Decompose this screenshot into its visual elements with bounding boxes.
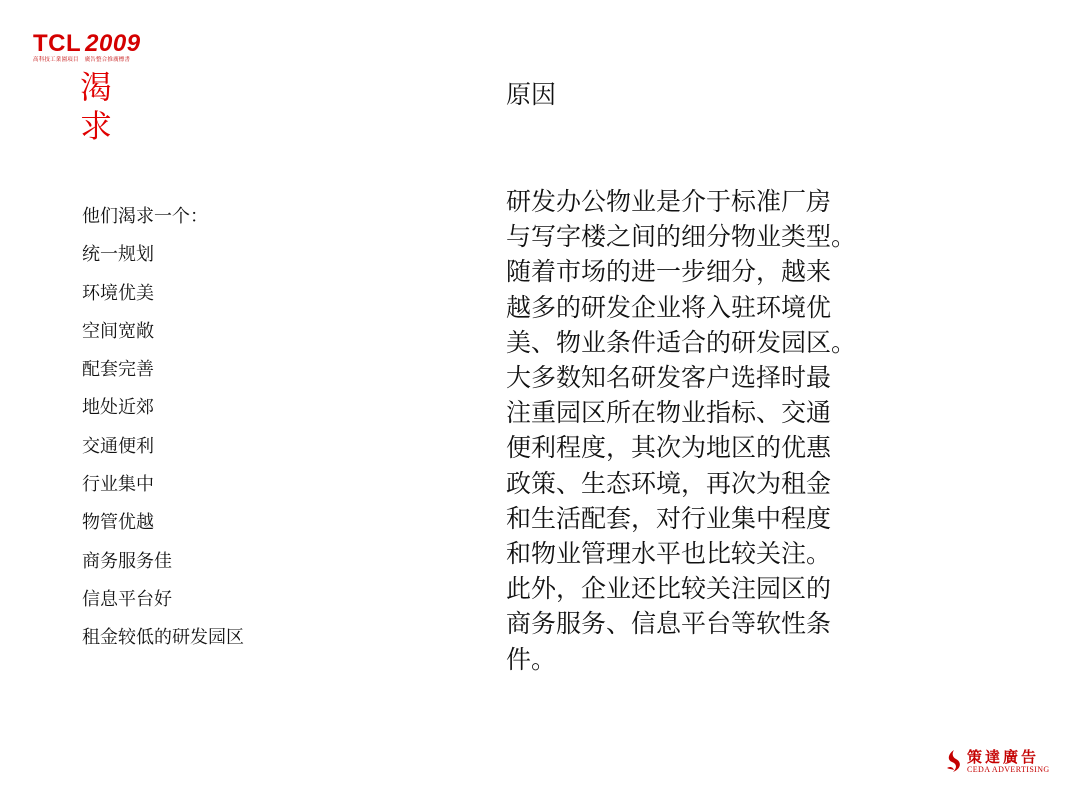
paragraph-line: 与写字楼之间的细分物业类型。 (506, 222, 857, 252)
paragraph-line: 注重园区所在物业指标、交通 (506, 398, 832, 428)
list-item: 行业集中 (82, 474, 154, 496)
logo-year: 2009 (85, 30, 141, 57)
paragraph-line: 件。 (506, 644, 557, 674)
tcl-2009-logo (33, 32, 173, 64)
paragraph-line: 和生活配套，对行业集中程度 (506, 503, 832, 533)
paragraph-line: 商务服务、信息平台等软性条 (506, 609, 832, 639)
logo-subtitle (33, 57, 173, 64)
list-item: 商务服务佳 (82, 550, 172, 572)
paragraph-line: 越多的研发企业将入驻环境优 (506, 292, 832, 322)
list-item: 配套完善 (82, 359, 154, 381)
ceda-swirl-icon (944, 748, 964, 774)
paragraph-line: 大多数知名研发客户选择时最 (506, 363, 832, 393)
logo-wordmark (33, 32, 173, 56)
list-item: 统一规划 (82, 244, 154, 266)
logo-subtitle-left: 高科技工業園項目 (33, 57, 79, 63)
reason-paragraph (506, 184, 906, 677)
paragraph-line: 和物业管理水平也比较关注。 (506, 539, 832, 569)
ceda-advertising-logo (944, 748, 1050, 774)
paragraph-line: 政策、生态环境，再次为租金 (506, 468, 832, 498)
list-item: 租金较低的研发园区 (82, 627, 244, 649)
logo-brand: TCL (33, 30, 82, 57)
list-item: 信息平台好 (82, 588, 172, 610)
list-item: 交通便利 (82, 435, 154, 457)
paragraph-line: 随着市场的进一步细分，越来 (506, 257, 832, 287)
page-title-char-2: 求 (80, 107, 113, 145)
list-item: 物管优越 (82, 512, 154, 534)
list-item: 他们渴求一个： (82, 206, 208, 227)
ceda-name-cn: 策達廣告 (967, 747, 1040, 766)
logo-subtitle-right: 廣告整合推廣標書 (84, 57, 131, 63)
page-title-char-1: 渴 (80, 68, 113, 106)
ceda-name-en: CEDA ADVERTISING (967, 764, 1050, 774)
page-title (80, 68, 120, 146)
paragraph-line: 便利程度，其次为地区的优惠 (506, 433, 832, 463)
paragraph-line: 美、物业条件适合的研发园区。 (506, 327, 857, 357)
ceda-wordmark (967, 749, 1050, 774)
desire-list (82, 204, 244, 664)
list-item: 空间宽敞 (82, 320, 154, 342)
paragraph-line: 研发办公物业是介于标准厂房 (506, 187, 832, 216)
reason-heading: 原因 (506, 80, 557, 109)
list-item: 地处近郊 (82, 397, 154, 419)
paragraph-line: 此外，企业还比较关注园区的 (506, 574, 832, 604)
list-item: 环境优美 (82, 282, 154, 304)
